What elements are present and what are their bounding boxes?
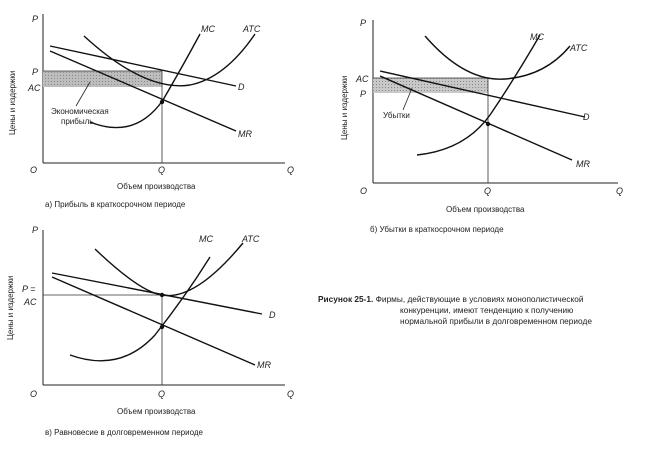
mc-label: MC [201, 24, 215, 34]
panel-a-caption: а) Прибыль в краткосрочном периоде [45, 200, 186, 209]
figure-caption-line-2: конкуренции, имеют тенденцию к получению [400, 305, 574, 315]
d-label: D [583, 112, 590, 122]
mr-curve [52, 277, 255, 365]
y-axis-title: Цены и издержки [6, 275, 15, 340]
p-axis-label: P [32, 225, 39, 235]
q-axis-end-label: Q [287, 165, 295, 175]
x-axis-title: Объем производства [117, 407, 196, 416]
x-axis-title: Объем производства [117, 182, 196, 191]
origin-label: O [30, 389, 38, 399]
atc-label: ATC [242, 234, 260, 244]
atc-label: ATC [570, 43, 588, 53]
q-axis-end-label: Q [287, 389, 295, 399]
cost-label: AC [24, 297, 37, 307]
mr-label: MR [238, 129, 252, 139]
economic-profit-label: Экономическая [51, 107, 109, 116]
price-equals-label: P = [22, 284, 36, 294]
atc-label: ATC [243, 24, 261, 34]
losses-label: Убытки [383, 111, 410, 120]
economic-profit-label-2: прибыль [61, 117, 94, 126]
mr-mc-intersection-point [160, 325, 164, 329]
q-axis-end-label: Q [616, 186, 624, 196]
mr-mc-intersection-point [486, 122, 490, 126]
mr-label: MR [257, 360, 271, 370]
figure-caption [318, 294, 668, 327]
panel-c-diagram [0, 225, 300, 449]
mc-label: MC [530, 32, 544, 42]
y-axis-title: Цены и издержки [340, 75, 349, 140]
panel-b-diagram [340, 0, 671, 240]
mc-curve [70, 257, 210, 361]
mc-curve [417, 35, 540, 155]
panel-a-diagram [0, 0, 300, 215]
atc-curve [95, 243, 243, 296]
figure-number: Рисунок 25-1. [318, 294, 374, 304]
panel-b-caption: б) Убытки в краткосрочном периоде [370, 225, 504, 234]
price-label: P [32, 67, 39, 77]
q-axis-label: Q [158, 165, 166, 175]
atc-tangency-point [160, 293, 164, 297]
origin-label: O [360, 186, 368, 196]
origin-label: O [30, 165, 38, 175]
q-axis-label: Q [484, 186, 492, 196]
atc-curve [425, 36, 570, 79]
q-axis-label: Q [158, 389, 166, 399]
d-label: D [269, 310, 276, 320]
mc-label: MC [199, 234, 213, 244]
mr-label: MR [576, 159, 590, 169]
cost-label: AC [356, 74, 369, 84]
d-label: D [238, 82, 245, 92]
cost-label: AC [28, 83, 41, 93]
panel-c-caption: в) Равновесие в долговременном периоде [45, 428, 203, 437]
mr-mc-intersection-point [160, 100, 164, 104]
p-axis-label: P [360, 18, 367, 28]
figure-caption-line-1: Фирмы, действующие в условиях монополистической [375, 294, 584, 304]
figure-caption-line-3: нормальной прибыли в долговременном периоде [400, 316, 592, 326]
y-axis-title: Цены и издержки [8, 70, 17, 135]
x-axis-title: Объем производства [446, 205, 525, 214]
price-label: P [360, 89, 367, 99]
p-axis-label: P [32, 14, 39, 24]
